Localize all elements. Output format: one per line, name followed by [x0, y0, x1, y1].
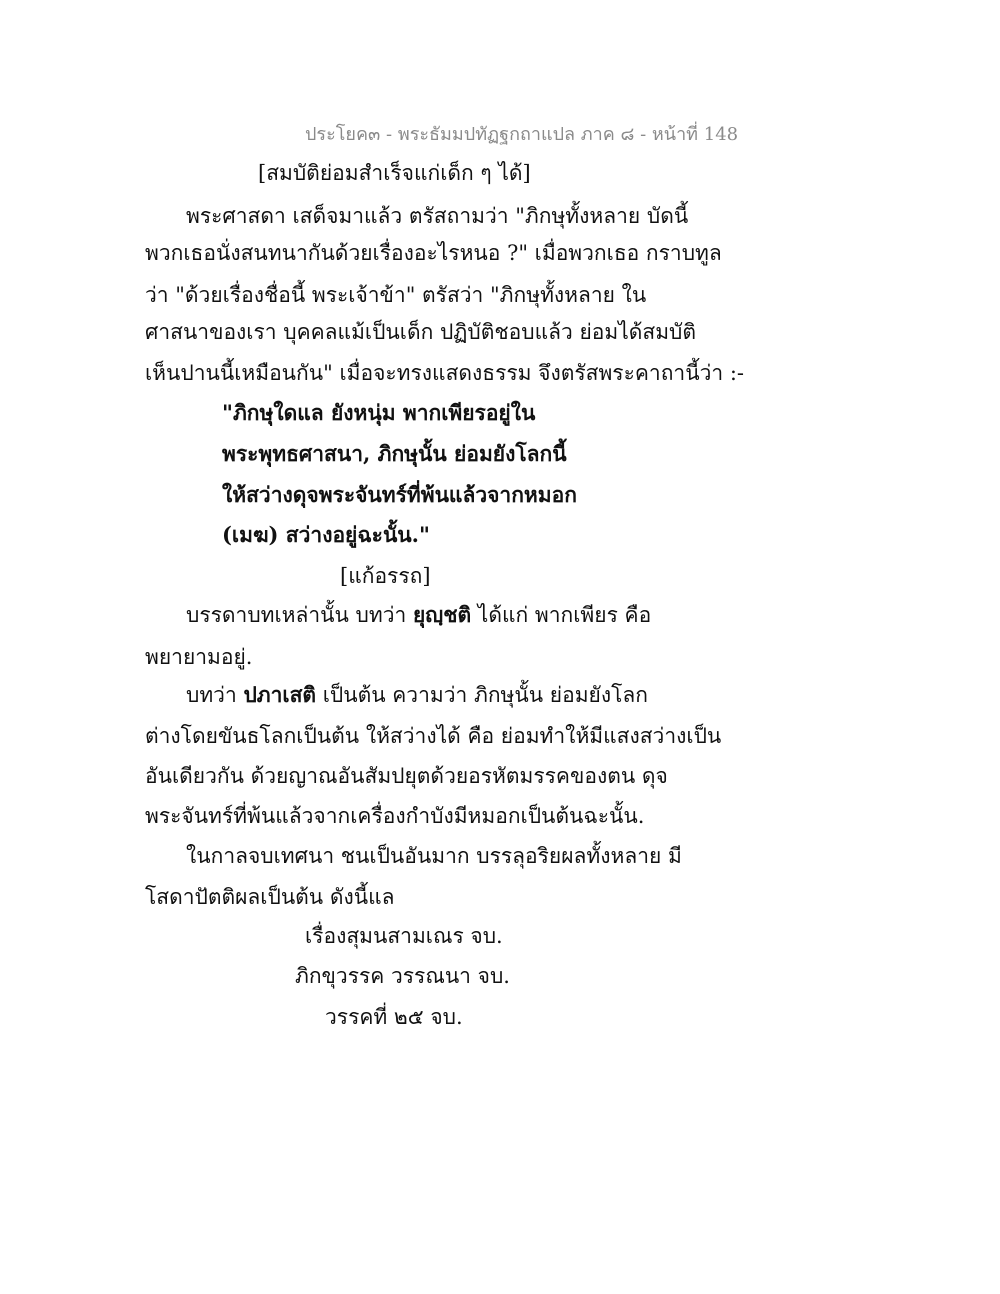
pali-term: ยุญฺชติ [413, 602, 472, 627]
paragraph-line: ว่า "ด้วยเรื่องชื่อนี้ พระเจ้าข้า" ตรัสว่า "ภิกษุทั้งหลาย ใน [145, 283, 647, 307]
verse-line: ให้สว่างดุจพระจันทร์ที่พ้นแล้วจากหมอก [222, 482, 577, 507]
paragraph-text: บทว่า [186, 683, 244, 707]
verse-line: (เมฆ) สว่างอยู่ฉะนั้น." [222, 522, 430, 547]
verse-line: พระพุทธศาสนา, ภิกษุนั้น ย่อมยังโลกนี้ [222, 441, 567, 466]
verse-reference: [แก้อรรถ] [340, 564, 431, 588]
verse-line: "ภิกษุใดแล ยังหนุ่ม พากเพียรอยู่ใน [222, 400, 536, 425]
chapter-ending: ภิกขุวรรค วรรณนา จบ. [295, 964, 510, 988]
section-ending: วรรคที่ ๒๕ จบ. [325, 1005, 463, 1029]
paragraph-text: บรรดาบทเหล่านั้น บทว่า [186, 603, 413, 627]
paragraph-line: พวกเธอนั่งสนทนากันด้วยเรื่องอะไรหนอ ?" เมื่อพวกเธอ กราบทูล [145, 241, 722, 265]
story-ending: เรื่องสุมนสามเณร จบ. [305, 924, 503, 948]
paragraph-line: เห็นปานนี้เหมือนกัน" เมื่อจะทรงแสดงธรรม จึงตรัสพระคาถานี้ว่า :- [145, 361, 745, 385]
paragraph-line: โสดาปัตติผลเป็นต้น ดังนี้แล [145, 885, 395, 909]
paragraph-text: ได้แก่ พากเพียร คือ [471, 603, 652, 627]
paragraph-text: เป็นต้น ความว่า ภิกษุนั้น ย่อมยังโลก [316, 683, 648, 707]
paragraph-line: อันเดียวกัน ด้วยญาณอันสัมปยุตด้วยอรหัตมรรคของตน ดุจ [145, 764, 668, 788]
paragraph-line: พระจันทร์ที่พ้นแล้วจากเครื่องกำบังมีหมอกเป็นต้นฉะนั้น. [145, 804, 645, 828]
paragraph-line: พยายามอยู่. [145, 645, 253, 669]
paragraph-line [186, 600, 651, 630]
paragraph-line [186, 680, 648, 710]
paragraph-line: ในกาลจบเทศนา ชนเป็นอันมาก บรรลุอริยผลทั้งหลาย มี [186, 844, 682, 868]
page-header: ประโยค๓ - พระธัมมปทัฏฐกถาแปล ภาค ๘ - หน้าที่ 148 [305, 124, 739, 145]
section-title: [สมบัติย่อมสำเร็จแก่เด็ก ๆ ได้] [258, 161, 531, 185]
paragraph-line: พระศาสดา เสด็จมาแล้ว ตรัสถามว่า "ภิกษุทั้งหลาย บัดนี้ [186, 204, 689, 228]
paragraph-line: ต่างโดยขันธโลกเป็นต้น ให้สว่างได้ คือ ย่อมทำให้มีแสงสว่างเป็น [145, 724, 722, 748]
pali-term: ปภาเสติ [243, 682, 317, 707]
paragraph-line: ศาสนาของเรา บุคคลแม้เป็นเด็ก ปฏิบัติชอบแล้ว ย่อมได้สมบัติ [145, 320, 697, 344]
